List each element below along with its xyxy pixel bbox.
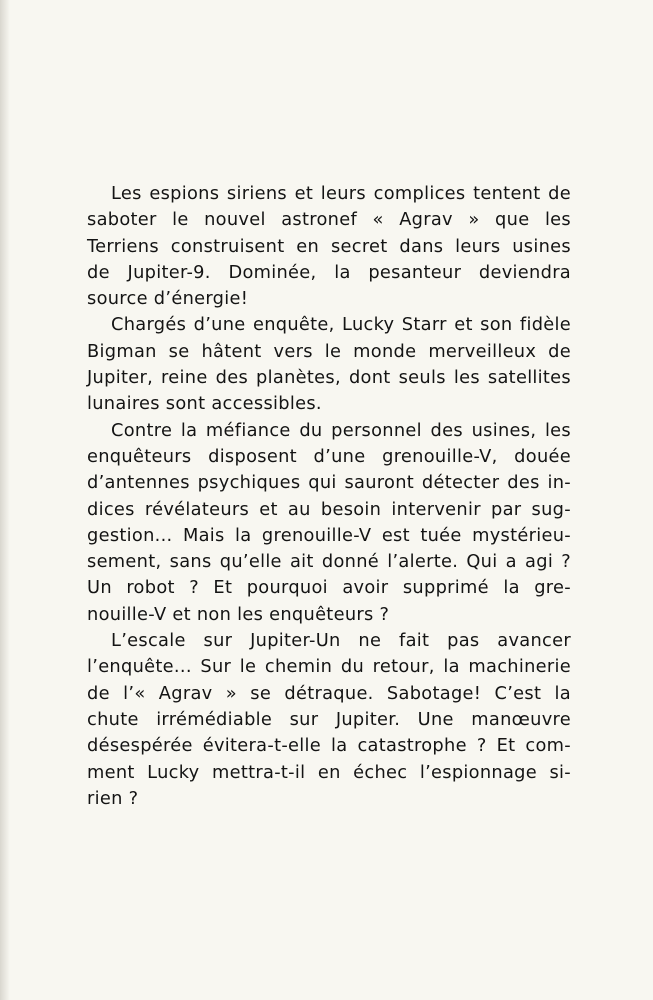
paragraph-1 [87,181,571,312]
text-line: Les espions siriens et leurs complices tentent de [111,183,571,204]
text-line: ment Lucky mettra-t-il en échec l’espionnage si- [87,761,571,783]
paragraph-2 [87,312,571,417]
text-line: chute irrémédiable sur Jupiter. Une manœuvre [87,708,571,730]
text-line: l’enquête... Sur le chemin du retour, la machinerie [87,656,571,678]
text-line: Un robot ? Et pourquoi avoir supprimé la gre- [87,577,571,599]
text-line: rien ? [87,787,139,809]
blurb-text [87,181,571,812]
text-line: dices révélateurs et au besoin intervenir par sug- [87,498,571,520]
text-line: lunaires sont accessibles. [87,393,322,415]
text-line: de Jupiter-9. Dominée, la pesanteur deviendra [87,261,571,283]
text-line: gestion... Mais la grenouille-V est tuée mystérieu- [87,524,571,546]
paragraph-4 [87,628,571,812]
text-line: Contre la méfiance du personnel des usines, les [111,419,571,441]
text-line: Terriens construisent en secret dans leurs usines [87,235,571,257]
text-line: saboter le nouvel astronef « Agrav » que les [87,209,571,231]
page-edge-shadow [0,0,10,1000]
text-line: L’escale sur Jupiter-Un ne fait pas avancer [111,630,571,652]
text-line: d’antennes psychiques qui sauront détecter des in- [87,472,571,494]
text-line: désespérée évitera-t-elle la catastrophe ? Et com- [87,735,571,757]
paragraph-3 [87,418,571,628]
text-line: sement, sans qu’elle ait donné l’alerte. Qui a agi ? [87,551,571,573]
text-line: nouille-V et non les enquêteurs ? [87,603,390,625]
text-line: Chargés d’une enquête, Lucky Starr et son fidèle [111,314,571,336]
text-line: source d’énergie! [87,288,249,310]
text-line: Bigman se hâtent vers le monde merveilleux de [87,340,571,362]
text-line: de l’« Agrav » se détraque. Sabotage! C’est la [87,682,571,704]
text-line: enquêteurs disposent d’une grenouille-V, douée [87,445,571,467]
text-line: Jupiter, reine des planètes, dont seuls les satellites [87,367,571,389]
